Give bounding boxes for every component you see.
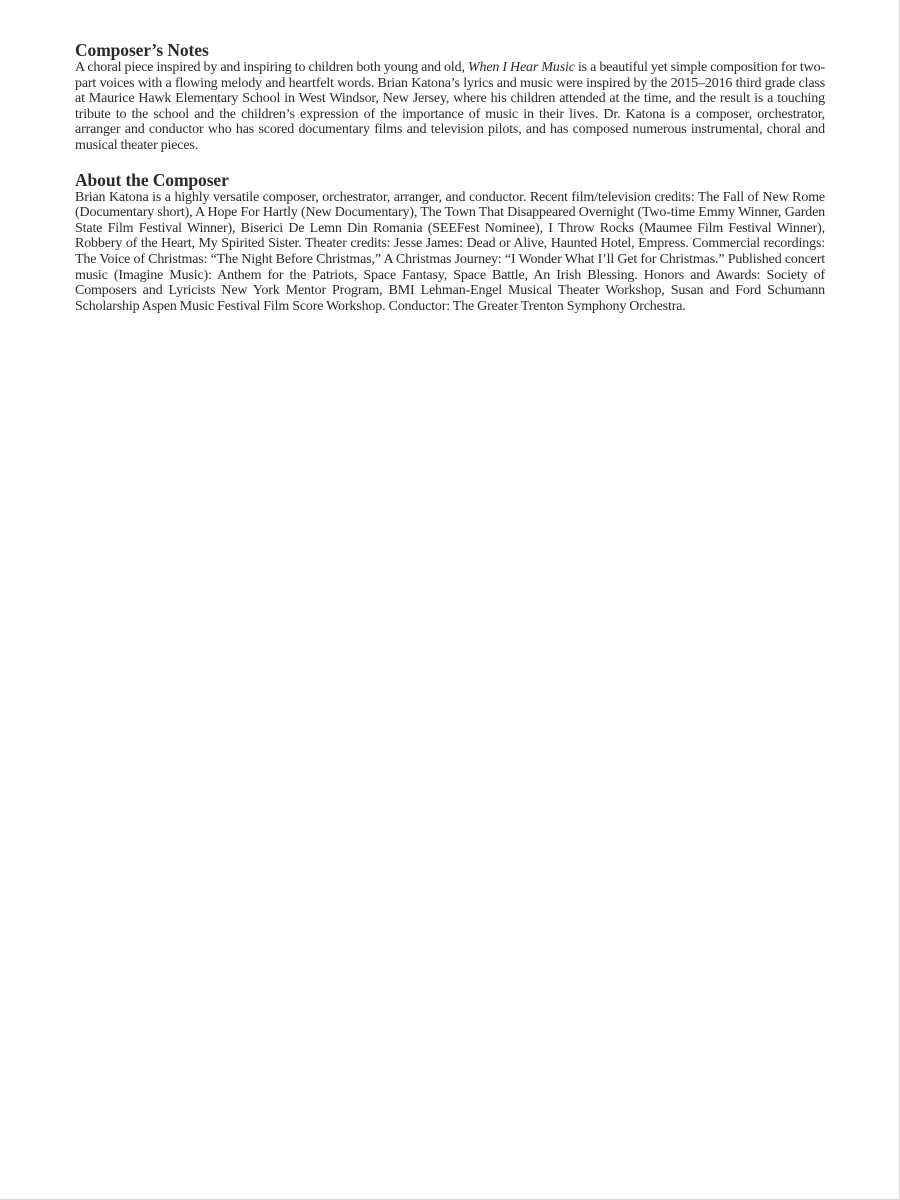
composers-notes-heading: Composer’s Notes [75, 40, 209, 60]
composers-notes-text-end: is a beautiful yet simple composition for two-part voices with a flowing melody and heartfelt words. Brian Katona’s lyrics and music were inspired by the 2015–2016 third grade class at Maurice Hawk Elementary School in West Windsor, New Jersey, where his children attended at the time, and the result is a touching tribute to the school and the children’s expression of the importance of music in their lives. Dr. Katona is a composer, orchestrator, arranger and conductor who has scored documentary films and television pilots, and has composed numerous instrumental, choral and musical theater pieces. [75, 60, 825, 153]
piece-title: When I Hear Music [467, 60, 575, 75]
composers-notes-paragraph [75, 60, 825, 154]
composers-notes-section [75, 40, 825, 154]
about-composer-paragraph: Brian Katona is a highly versatile composer, orchestrator, arranger, and conductor. Recent film/television credits: The Fall of New Rome (Documentary short), A Hope For Hartly (New Documentary), The Town That Disappeared Overnight (Two-time Emmy Winner, Garden State Film Festival Winner), Biserici De Lemn Din Romania (SEEFest Nominee), I Throw Rocks (Maumee Film Festival Winner), Robbery of the Heart, My Spirited Sister. Theater credits: Jesse James: Dead or Alive, Haunted Hotel, Empress. Commercial recordings: The Voice of Christmas: “The Night Before Christmas,” A Christmas Journey: “I Wonder What I’ll Get for Christmas.” Published concert music (Imagine Music): Anthem for the Patriots, Space Fantasy, Space Battle, An Irish Blessing. Honors and Awards: Society of Composers and Lyricists New York Mentor Program, BMI Lehman-Engel Musical Theater Workshop, Susan and Ford Schumann Scholarship Aspen Music Festival Film Score Workshop. Conductor: The Greater Trenton Symphony Orchestra. [75, 189, 825, 314]
document-page [75, 40, 825, 330]
about-composer-heading: About the Composer [75, 169, 229, 190]
about-composer-section [75, 170, 825, 315]
composers-notes-text-start: A choral piece inspired by and inspiring to children both young and old, [75, 60, 468, 75]
